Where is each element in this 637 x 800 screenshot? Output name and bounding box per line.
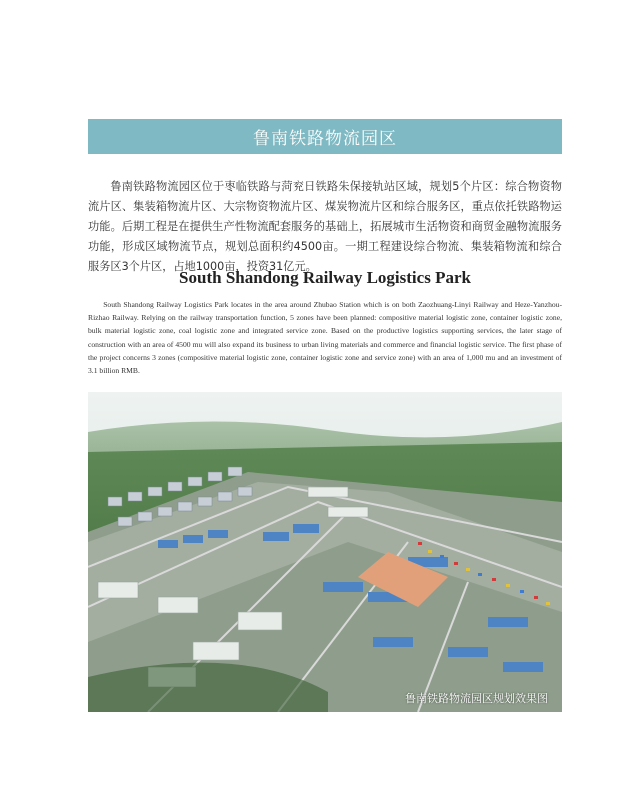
intro-paragraph-en: South Shandong Railway Logistics Park locates in the area around Zhubao Station which is on both Zaozhuang-Linyi Railway and Heze-Yanzhou-Rizhao Railway. Relying on the railway transportation function, 5 zones have been planned: compositive material logistic zone, container logistic zone, bulk material logistic zone, coal logistic zone and integrated service zone. Based on the productive logistics supporting services, the later stage of construction with an area of 4500 mu will also expand its business to urban living materials and commerce and financial logistic service. The first phase of the project concerns 3 zones (compositive material logistic zone, container logistic zone and service zone) with an area of 1,000 mu and an investment of 3.1 billion RMB. [88, 300, 562, 376]
english-title: South Shandong Railway Logistics Park [179, 268, 471, 287]
intro-paragraph-zh: 鲁南铁路物流园区位于枣临铁路与菏兖日铁路朱保接轨站区域，规划5个片区：综合物资物流片区、集装箱物流片区、大宗物资物流片区、煤炭物流片区和综合服务区，重点依托铁路物运功能。后期工程是在提供生产性物流配套服务的基础上，拓展城市生活物资和商贸金融物流服务功能，形成区域物流节点，规划总面积约4500亩。一期工程建设综合物流、集装箱物流和综合服务区3个片区，占地1000亩，投资31亿元。 [88, 180, 562, 273]
page-title: 鲁南铁路物流园区 [253, 129, 397, 149]
aerial-rendering-illustration [88, 392, 562, 712]
aerial-rendering-image [88, 392, 562, 712]
photo-caption: 鲁南铁路物流园区规划效果图 [405, 692, 548, 705]
title-bar [88, 119, 562, 154]
